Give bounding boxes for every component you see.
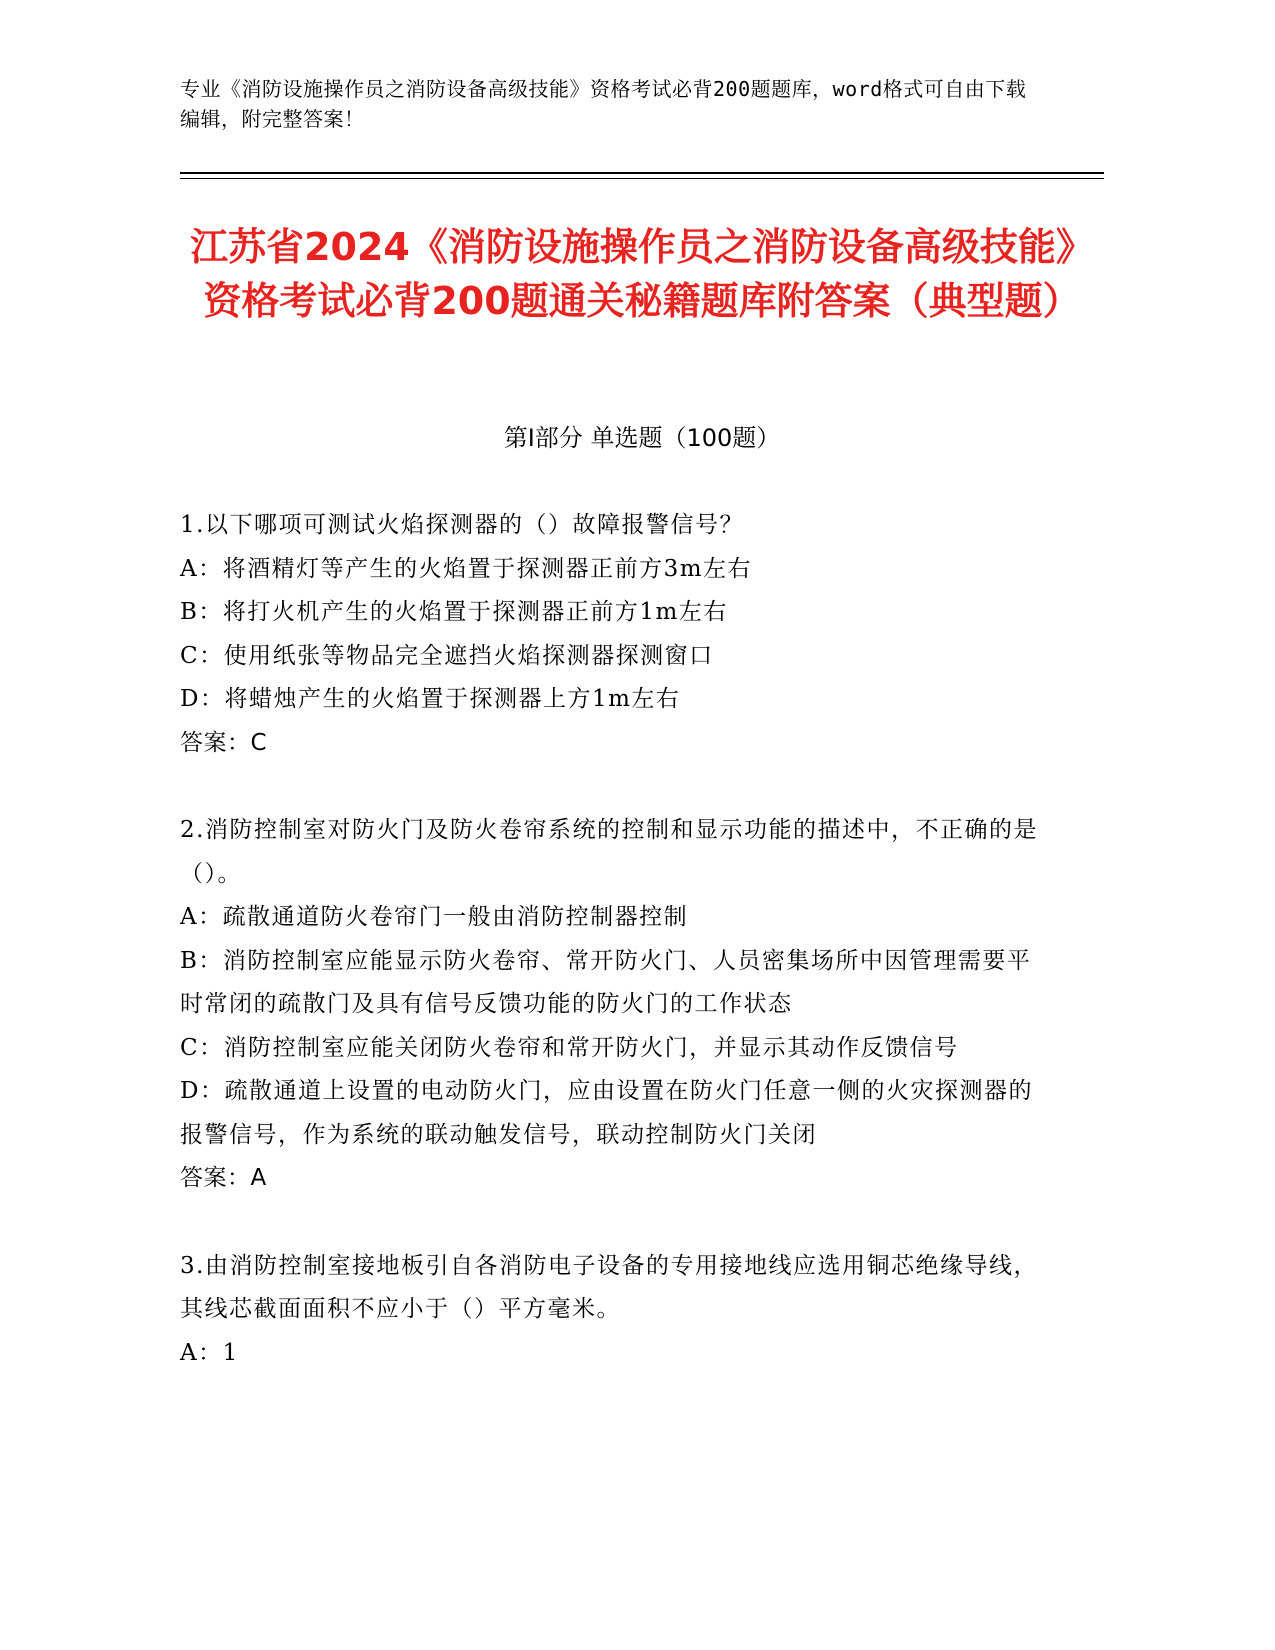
answer: 答案：C [180,729,268,756]
document-title: 江苏省2024《消防设施操作员之消防设备高级技能》资格考试必背200题通关秘籍题库附答案（典型题） [190,225,1094,323]
option-a: A：1 [180,1339,239,1366]
header-divider-thick [180,172,1104,174]
header-note: 专业《消防设施操作员之消防设备高级技能》资格考试必背200题题库，word格式可自由下载编辑，附完整答案！ [180,77,1027,131]
section-heading: 第Ⅰ部分 单选题（100题） [503,424,781,452]
option-c: C：消防控制室应能关闭防火卷帘和常开防火门，并显示其动作反馈信号 [180,1034,959,1061]
question-1 [180,504,1040,765]
question-2 [180,809,1040,1201]
question-stem: 2.消防控制室对防火门及防火卷帘系统的控制和显示功能的描述中，不正确的是（）。 [180,817,1038,887]
option-c: C：使用纸张等物品完全遮挡火焰探测器探测窗口 [180,642,714,669]
option-a: A：将酒精灯等产生的火焰置于探测器正前方3m左右 [180,555,753,582]
question-list [180,504,1040,1419]
option-b: B：将打火机产生的火焰置于探测器正前方1m左右 [180,599,728,625]
option-d: D：将蜡烛产生的火焰置于探测器上方1m左右 [180,686,681,712]
answer: 答案：A [180,1165,267,1191]
question-stem: 1.以下哪项可测试火焰探测器的（）故障报警信号？ [180,512,744,538]
question-stem: 3.由消防控制室接地板引自各消防电子设备的专用接地线应选用铜芯绝缘导线，其线芯截面面积不应小于（）平方毫米。 [180,1252,1038,1322]
option-b: B：消防控制室应能显示防火卷帘、常开防火门、人员密集场所中因管理需要平时常闭的疏散门及具有信号反馈功能的防火门的工作状态 [180,947,1032,1017]
option-a: A：疏散通道防火卷帘门一般由消防控制器控制 [180,904,689,930]
option-d: D：疏散通道上设置的电动防火门，应由设置在防火门任意一侧的火灾探测器的报警信号，作为系统的联动触发信号，联动控制防火门关闭 [180,1078,1033,1148]
header-divider-thin [180,178,1104,179]
question-3 [180,1245,1040,1376]
